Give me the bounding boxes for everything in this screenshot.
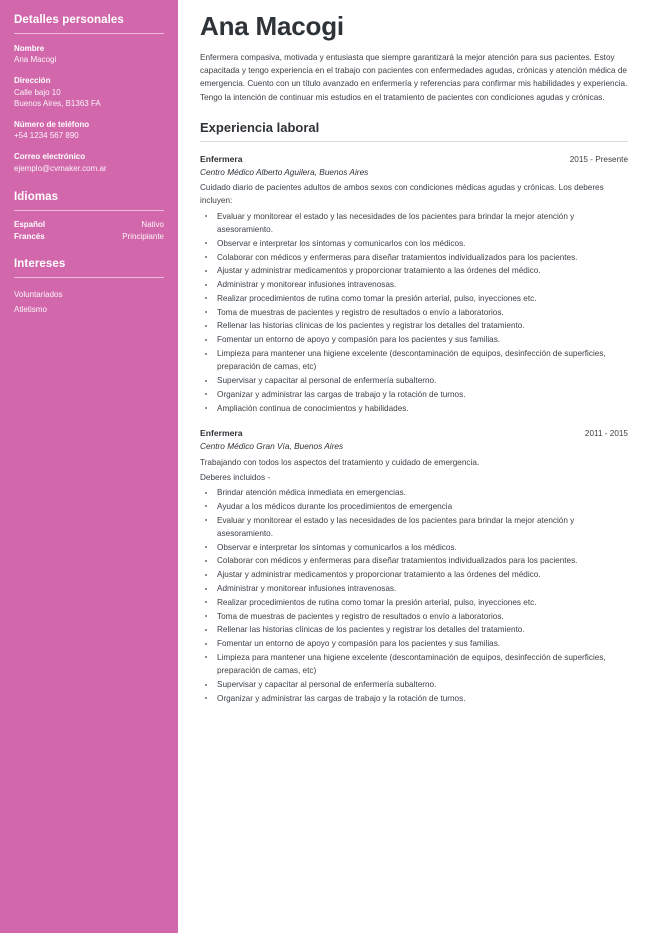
- job-title: Enfermera: [200, 153, 243, 164]
- job-description: Deberes incluidos -: [200, 472, 271, 482]
- language-name: Español: [14, 219, 46, 229]
- job-duty-item: Realizar procedimientos de rutina como tomar la presión arterial, pulso, inyecciones etc.: [200, 596, 628, 609]
- job-duty-item: Supervisar y capacitar al personal de enfermería subalterno.: [200, 374, 628, 387]
- interest-item: Atletismo: [14, 304, 47, 314]
- interests-list: [14, 287, 164, 317]
- experience-item: [200, 153, 628, 415]
- language-level: Nativo: [141, 219, 164, 229]
- personal-detail-item: [14, 75, 164, 110]
- job-duty-item: Administrar y monitorear infusiones intravenosas.: [200, 582, 628, 595]
- job-duty-item: Ajustar y administrar medicamentos y proporcionar tratamiento a las órdenes del médico.: [200, 264, 628, 277]
- languages-section: [14, 191, 164, 241]
- job-duty-item: Administrar y monitorear infusiones intravenosas.: [200, 278, 628, 291]
- personal-details-section: [14, 14, 164, 174]
- job-organization: Centro Médico Gran Vía, Buenos Aires: [200, 441, 344, 452]
- job-duty-item: Toma de muestras de pacientes y registro de resultados o envío a laboratorios.: [200, 610, 628, 623]
- language-item: [14, 220, 164, 229]
- candidate-name: Ana Macogi: [200, 11, 344, 41]
- job-duty-item: Organizar y administrar las cargas de trabajo y la rotación de turnos.: [200, 388, 628, 401]
- job-duty-item: Colaborar con médicos y enfermeras para diseñar tratamientos individualizados para los pacientes.: [200, 251, 628, 264]
- personal-detail-item: [14, 43, 164, 66]
- job-duty-item: Toma de muestras de pacientes y registro de resultados o envío a laboratorios.: [200, 306, 628, 319]
- job-duty-item: Realizar procedimientos de rutina como tomar la presión arterial, pulso, inyecciones etc.: [200, 292, 628, 305]
- job-duty-item: Rellenar las historias clínicas de los pacientes y registrar los detalles del tratamiento.: [200, 319, 628, 332]
- job-duties-list: [200, 210, 628, 415]
- job-duty-item: Organizar y administrar las cargas de trabajo y la rotación de turnos.: [200, 692, 628, 705]
- job-duty-item: Rellenar las historias clínicas de los pacientes y registrar los detalles del tratamiento.: [200, 623, 628, 636]
- job-duty-item: Ampliación continua de conocimientos y habilidades.: [200, 402, 628, 415]
- job-duty-item: Ayudar a los médicos durante los procedimientos de emergencia: [200, 500, 628, 513]
- job-title: Enfermera: [200, 427, 243, 438]
- job-duty-item: Limpieza para mantener una higiene excelente (descontaminación de equipos, desinfección de superficies, preparación de camas, etc): [200, 347, 628, 374]
- personal-detail-value: Buenos Aires, B1363 FA: [14, 99, 101, 109]
- personal-details-title: Detalles personales: [14, 14, 124, 26]
- personal-detail-value: +54 1234 567 890: [14, 131, 79, 141]
- personal-details-list: [14, 43, 164, 174]
- job-duty-item: Evaluar y monitorear el estado y las necesidades de los pacientes para brindar la mejor atención y asesoramiento.: [200, 514, 628, 541]
- job-dates: 2011 - 2015: [584, 428, 628, 438]
- professional-summary: Enfermera compasiva, motivada y entusiasta que siempre garantizará la mejor atención para sus pacientes. Estoy capacitada y tengo experiencia en el trabajo con pacientes con enfermedades agudas, crónicas y atención médica de emergencia. Cuento con un título avanzado en enfermería y referencias para confirmar mis habilidades y experiencia. Tengo la intención de continuar mis estudios en el tratamiento de pacientes con condiciones agudas y crónicas.: [200, 52, 628, 102]
- divider: [14, 33, 164, 34]
- job-duty-item: Supervisar y capacitar al personal de enfermería subalterno.: [200, 678, 628, 691]
- job-organization: Centro Médico Alberto Aguilera, Buenos Aires: [200, 166, 369, 177]
- experience-section-title: Experiencia laboral: [200, 120, 320, 136]
- interest-item: Voluntariados: [14, 289, 63, 299]
- job-description: Cuidado diario de pacientes adultos de ambos sexos con condiciones médicas agudas y crónicas. Los deberes incluyen:: [200, 183, 604, 206]
- languages-title: Idiomas: [14, 191, 59, 204]
- job-dates: 2015 - Presente: [569, 154, 628, 164]
- job-duty-item: Limpieza para mantener una higiene excelente (descontaminación de equipos, desinfección de superficies, preparación de camas, etc): [200, 651, 628, 678]
- experience-header: [200, 427, 628, 440]
- interests-section: [14, 258, 164, 317]
- personal-detail-label: Correo electrónico: [14, 151, 86, 161]
- language-level: Principiante: [122, 231, 164, 241]
- experience-item: [200, 427, 628, 705]
- job-duty-item: Observar e interpretar los síntomas y comunicarlos a los médicos.: [200, 541, 628, 554]
- personal-detail-label: Número de teléfono: [14, 119, 90, 129]
- job-duty-item: Brindar atención médica inmediata en emergencias.: [200, 486, 628, 499]
- languages-list: [14, 220, 164, 241]
- job-duties-list: [200, 486, 628, 705]
- personal-detail-label: Nombre: [14, 43, 45, 53]
- personal-detail-item: [14, 119, 164, 142]
- job-duty-item: Colaborar con médicos y enfermeras para diseñar tratamientos individualizados para los pacientes.: [200, 554, 628, 567]
- personal-detail-label: Dirección: [14, 75, 51, 85]
- main-content: [178, 0, 660, 933]
- personal-detail-item: [14, 151, 164, 174]
- divider: [14, 210, 164, 211]
- divider: [14, 277, 164, 278]
- job-duty-item: Evaluar y monitorear el estado y las necesidades de los pacientes para brindar la mejor atención y asesoramiento.: [200, 210, 628, 237]
- job-duty-item: Observar e interpretar los síntomas y comunicarlos con los médicos.: [200, 237, 628, 250]
- language-item: [14, 232, 164, 241]
- experience-header: [200, 153, 628, 166]
- interests-title: Intereses: [14, 257, 66, 270]
- personal-detail-value: Ana Macogi: [14, 55, 57, 65]
- job-duty-item: Fomentar un entorno de apoyo y compasión para los pacientes y sus familias.: [200, 333, 628, 346]
- sidebar: [0, 0, 178, 933]
- language-name: Francés: [14, 231, 45, 241]
- divider: [200, 141, 628, 142]
- personal-detail-value: Calle bajo 10: [14, 87, 61, 97]
- job-description: Trabajando con todos los aspectos del tratamiento y cuidado de emergencia.: [200, 457, 480, 467]
- personal-detail-value: ejemplo@cvmaker.com.ar: [14, 163, 107, 173]
- job-duty-item: Fomentar un entorno de apoyo y compasión para los pacientes y sus familias.: [200, 637, 628, 650]
- experience-list: [200, 153, 628, 705]
- job-duty-item: Ajustar y administrar medicamentos y proporcionar tratamiento a las órdenes del médico.: [200, 568, 628, 581]
